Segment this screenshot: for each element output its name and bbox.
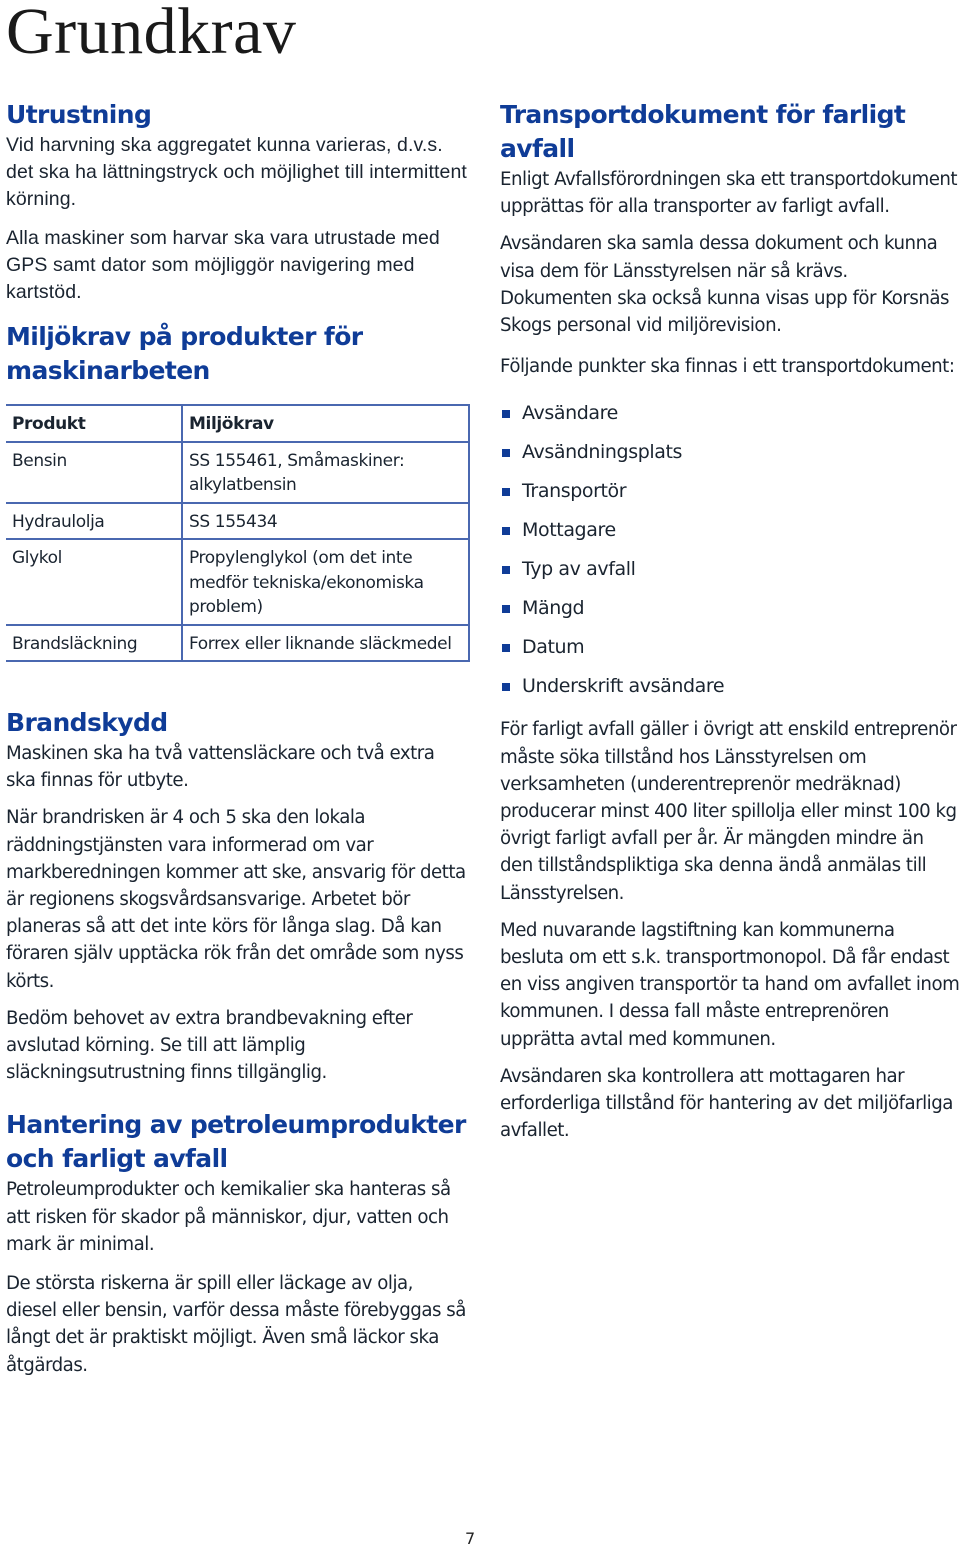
table-cell-product: Bensin (12, 450, 67, 471)
list-item (500, 433, 960, 472)
table-cell-requirement: SS 155461, Småmaskiner: alkylatbensin (182, 442, 469, 503)
list-item-label: Mottagare (522, 519, 616, 542)
table-cell-product: Brandsläckning (6, 625, 182, 662)
paragraph-utrustning-2: Alla maskiner som harvar ska vara utrustade med GPS samt dator som möjliggör navigering med kartstöd. (6, 227, 440, 303)
list-item-label: Datum (522, 636, 585, 659)
list-item-label: Avsändare (522, 402, 618, 425)
heading-utrustning: Utrustning (6, 100, 152, 129)
paragraph-transport-6: Avsändaren ska kontrollera att mottagaren har erforderliga tillstånd för hantering av det miljöfarliga avfallet. (500, 1065, 953, 1142)
table-cell-product: Hydraulolja (6, 503, 182, 540)
page-title: Grundkrav (6, 0, 297, 68)
list-item-label: Transportör (522, 480, 627, 503)
paragraph-hantering-1: Petroleumprodukter och kemikalier ska hanteras så att risken för skador på människor, djur, vatten och mark är minimal. (6, 1179, 451, 1255)
paragraph-transport-1: Enligt Avfallsförordningen ska ett transportdokument upprättas för alla transporter av farligt avfall. (500, 169, 958, 218)
table-header-miljokrav: Miljökrav (182, 405, 469, 442)
paragraph-hantering-2: De största riskerna är spill eller läckage av olja, diesel eller bensin, varför dessa måste förebyggas så långt det är praktiskt möjligt. Även små läckor ska åtgärdas. (6, 1273, 466, 1376)
list-item-label: Mängd (522, 597, 585, 620)
table-header-produkt: Produkt (6, 405, 182, 442)
paragraph-utrustning-1: Vid harvning ska aggregatet kunna varieras, d.v.s. det ska ha lättningstryck och möjlighet till intermittent körning. (6, 134, 467, 210)
list-item-label: Typ av avfall (522, 558, 636, 581)
left-column (6, 98, 468, 1379)
paragraph-brandskydd-1: Maskinen ska ha två vattensläckare och två extra ska finnas för utbyte. (6, 743, 435, 792)
table-cell-product: Glykol (6, 539, 182, 625)
list-item-label: Underskrift avsändare (522, 675, 725, 698)
bullet-square-icon (502, 410, 510, 418)
bullet-square-icon (502, 683, 510, 691)
list-item (500, 550, 960, 589)
list-item (500, 667, 960, 706)
heading-hantering: Hantering av petroleumprodukter och farligt avfall (6, 1110, 466, 1174)
bullet-square-icon (502, 449, 510, 457)
table-row (6, 539, 469, 625)
bullet-square-icon (502, 566, 510, 574)
paragraph-brandskydd-2: När brandrisken är 4 och 5 ska den lokala räddningstjänsten vara informerad om var markberedningen kommer att ske, ansvarig för detta är regionens skogsvårdsansvarige. Arbetet bör planeras så att det inte körs för långa slag. Då kan föraren själv upptäcka rök från det område som nyss körts. (6, 807, 466, 992)
environmental-requirements-table (6, 404, 470, 662)
table-cell-requirement: SS 155434 (182, 503, 469, 540)
bullet-square-icon (502, 605, 510, 613)
right-column (500, 98, 960, 1144)
page-number: 7 (465, 1529, 476, 1548)
transport-document-checklist (500, 394, 960, 706)
heading-brandskydd: Brandskydd (6, 708, 168, 737)
list-item (500, 628, 960, 667)
paragraph-transport-4: För farligt avfall gäller i övrigt att enskild entreprenör måste söka tillstånd hos Länsstyrelsen om verksamheten (underentreprenör medräknad) producerar minst 400 liter spillolja eller minst 100 kg övrigt farligt avfall per år. Är mängden mindre än den tillståndspliktiga ska denna ändå anmälas till Länsstyrelsen. (500, 719, 957, 904)
table-cell-requirement: Propylenglykol (om det inte medför tekniska/ekonomiska problem) (182, 539, 469, 625)
paragraph-brandskydd-3: Bedöm behovet av extra brandbevakning efter avslutad körning. Se till att lämplig släckningsutrustning finns tillgänglig. (6, 1007, 413, 1084)
bullet-square-icon (502, 644, 510, 652)
paragraph-transport-5: Med nuvarande lagstiftning kan kommunerna besluta om ett s.k. transportmonopol. Då får endast en viss angiven transportör ta hand om avfallet inom kommunen. I dessa fall måste entreprenören upprätta avtal med kommunen. (500, 919, 960, 1050)
paragraph-transport-3: Följande punkter ska finnas i ett transportdokument: (500, 356, 955, 378)
list-item (500, 589, 960, 628)
table-cell-requirement: Forrex eller liknande släckmedel (182, 625, 469, 662)
list-item-label: Avsändningsplats (522, 441, 683, 464)
list-item (500, 472, 960, 511)
list-item (500, 394, 960, 433)
list-item (500, 511, 960, 550)
table-row (6, 503, 469, 540)
heading-miljokrav: Miljökrav på produkter för maskinarbeten (6, 322, 363, 385)
bullet-square-icon (502, 488, 510, 496)
paragraph-transport-2: Avsändaren ska samla dessa dokument och kunna visa dem för Länsstyrelsen när så krävs. Dokumenten ska också kunna visas upp för Korsnäs Skogs personal vid miljörevision. (500, 233, 949, 337)
table-row (6, 625, 469, 662)
bullet-square-icon (502, 527, 510, 535)
heading-transportdokument: Transportdokument för farligt avfall (500, 100, 906, 163)
table-row (6, 442, 469, 503)
